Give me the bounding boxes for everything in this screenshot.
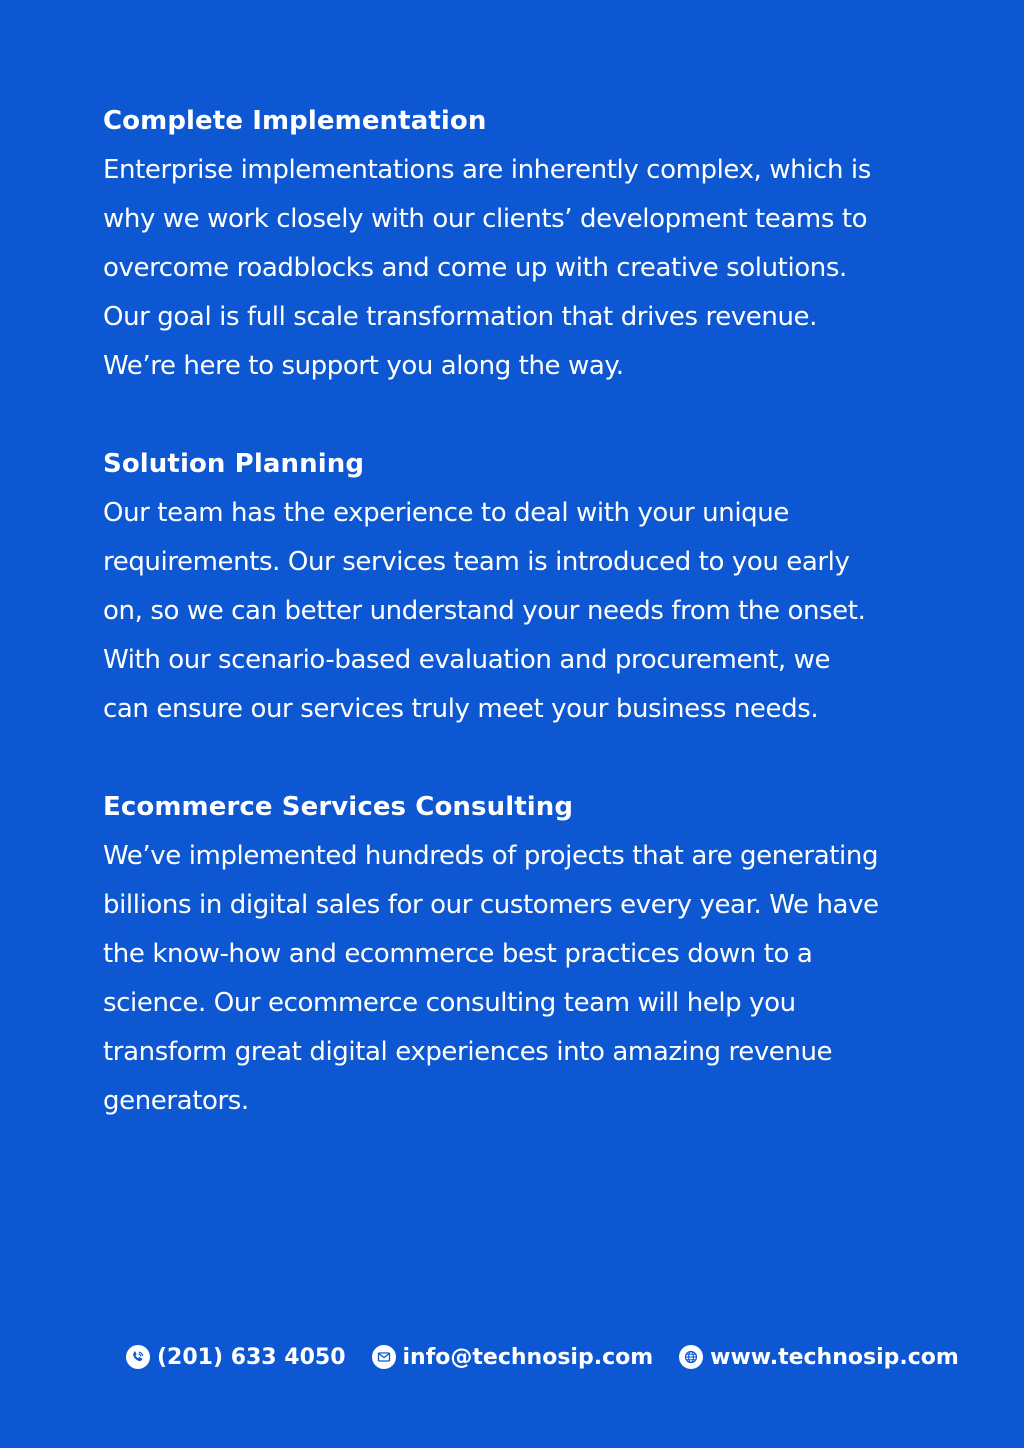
body-line: We’re here to support you along the way. [103,351,624,381]
phone-icon [126,1345,150,1369]
envelope-icon [372,1345,396,1369]
body-line: transform great digital experiences into amazing revenue [103,1037,833,1067]
phone-number: (201) 633 4050 [157,1344,346,1370]
section-title: Solution Planning [103,449,365,479]
section-body [103,489,943,734]
body-line: Our team has the experience to deal with your unique [103,498,789,528]
body-line: can ensure our services truly meet your business needs. [103,694,819,724]
body-line: billions in digital sales for our customers every year. We have [103,890,879,920]
section-body [103,832,943,1126]
section-complete-implementation [103,97,943,391]
body-line: science. Our ecommerce consulting team will help you [103,988,796,1018]
body-line: overcome roadblocks and come up with creative solutions. [103,253,847,283]
globe-icon [679,1345,703,1369]
body-line: We’ve implemented hundreds of projects that are generating [103,841,879,871]
body-line: With our scenario-based evaluation and procurement, we [103,645,831,675]
section-solution-planning [103,440,943,734]
body-line: why we work closely with our clients’ development teams to [103,204,868,234]
section-title: Complete Implementation [103,106,487,136]
body-line: the know-how and ecommerce best practices down to a [103,939,813,969]
contact-website[interactable] [679,1345,959,1370]
section-title: Ecommerce Services Consulting [103,792,574,822]
body-line: Enterprise implementations are inherently complex, which is [103,155,871,185]
body-line: generators. [103,1086,249,1116]
section-ecommerce-consulting [103,783,943,1126]
contact-footer [126,1337,959,1377]
body-line: on, so we can better understand your needs from the onset. [103,596,866,626]
body-line: requirements. Our services team is introduced to you early [103,547,850,577]
main-content [103,97,943,1175]
body-line: Our goal is full scale transformation that drives revenue. [103,302,818,332]
email-address: info@technosip.com [402,1344,654,1370]
section-body [103,146,943,391]
contact-phone[interactable] [126,1345,346,1370]
website-url: www.technosip.com [710,1344,959,1370]
contact-email[interactable] [372,1345,654,1370]
